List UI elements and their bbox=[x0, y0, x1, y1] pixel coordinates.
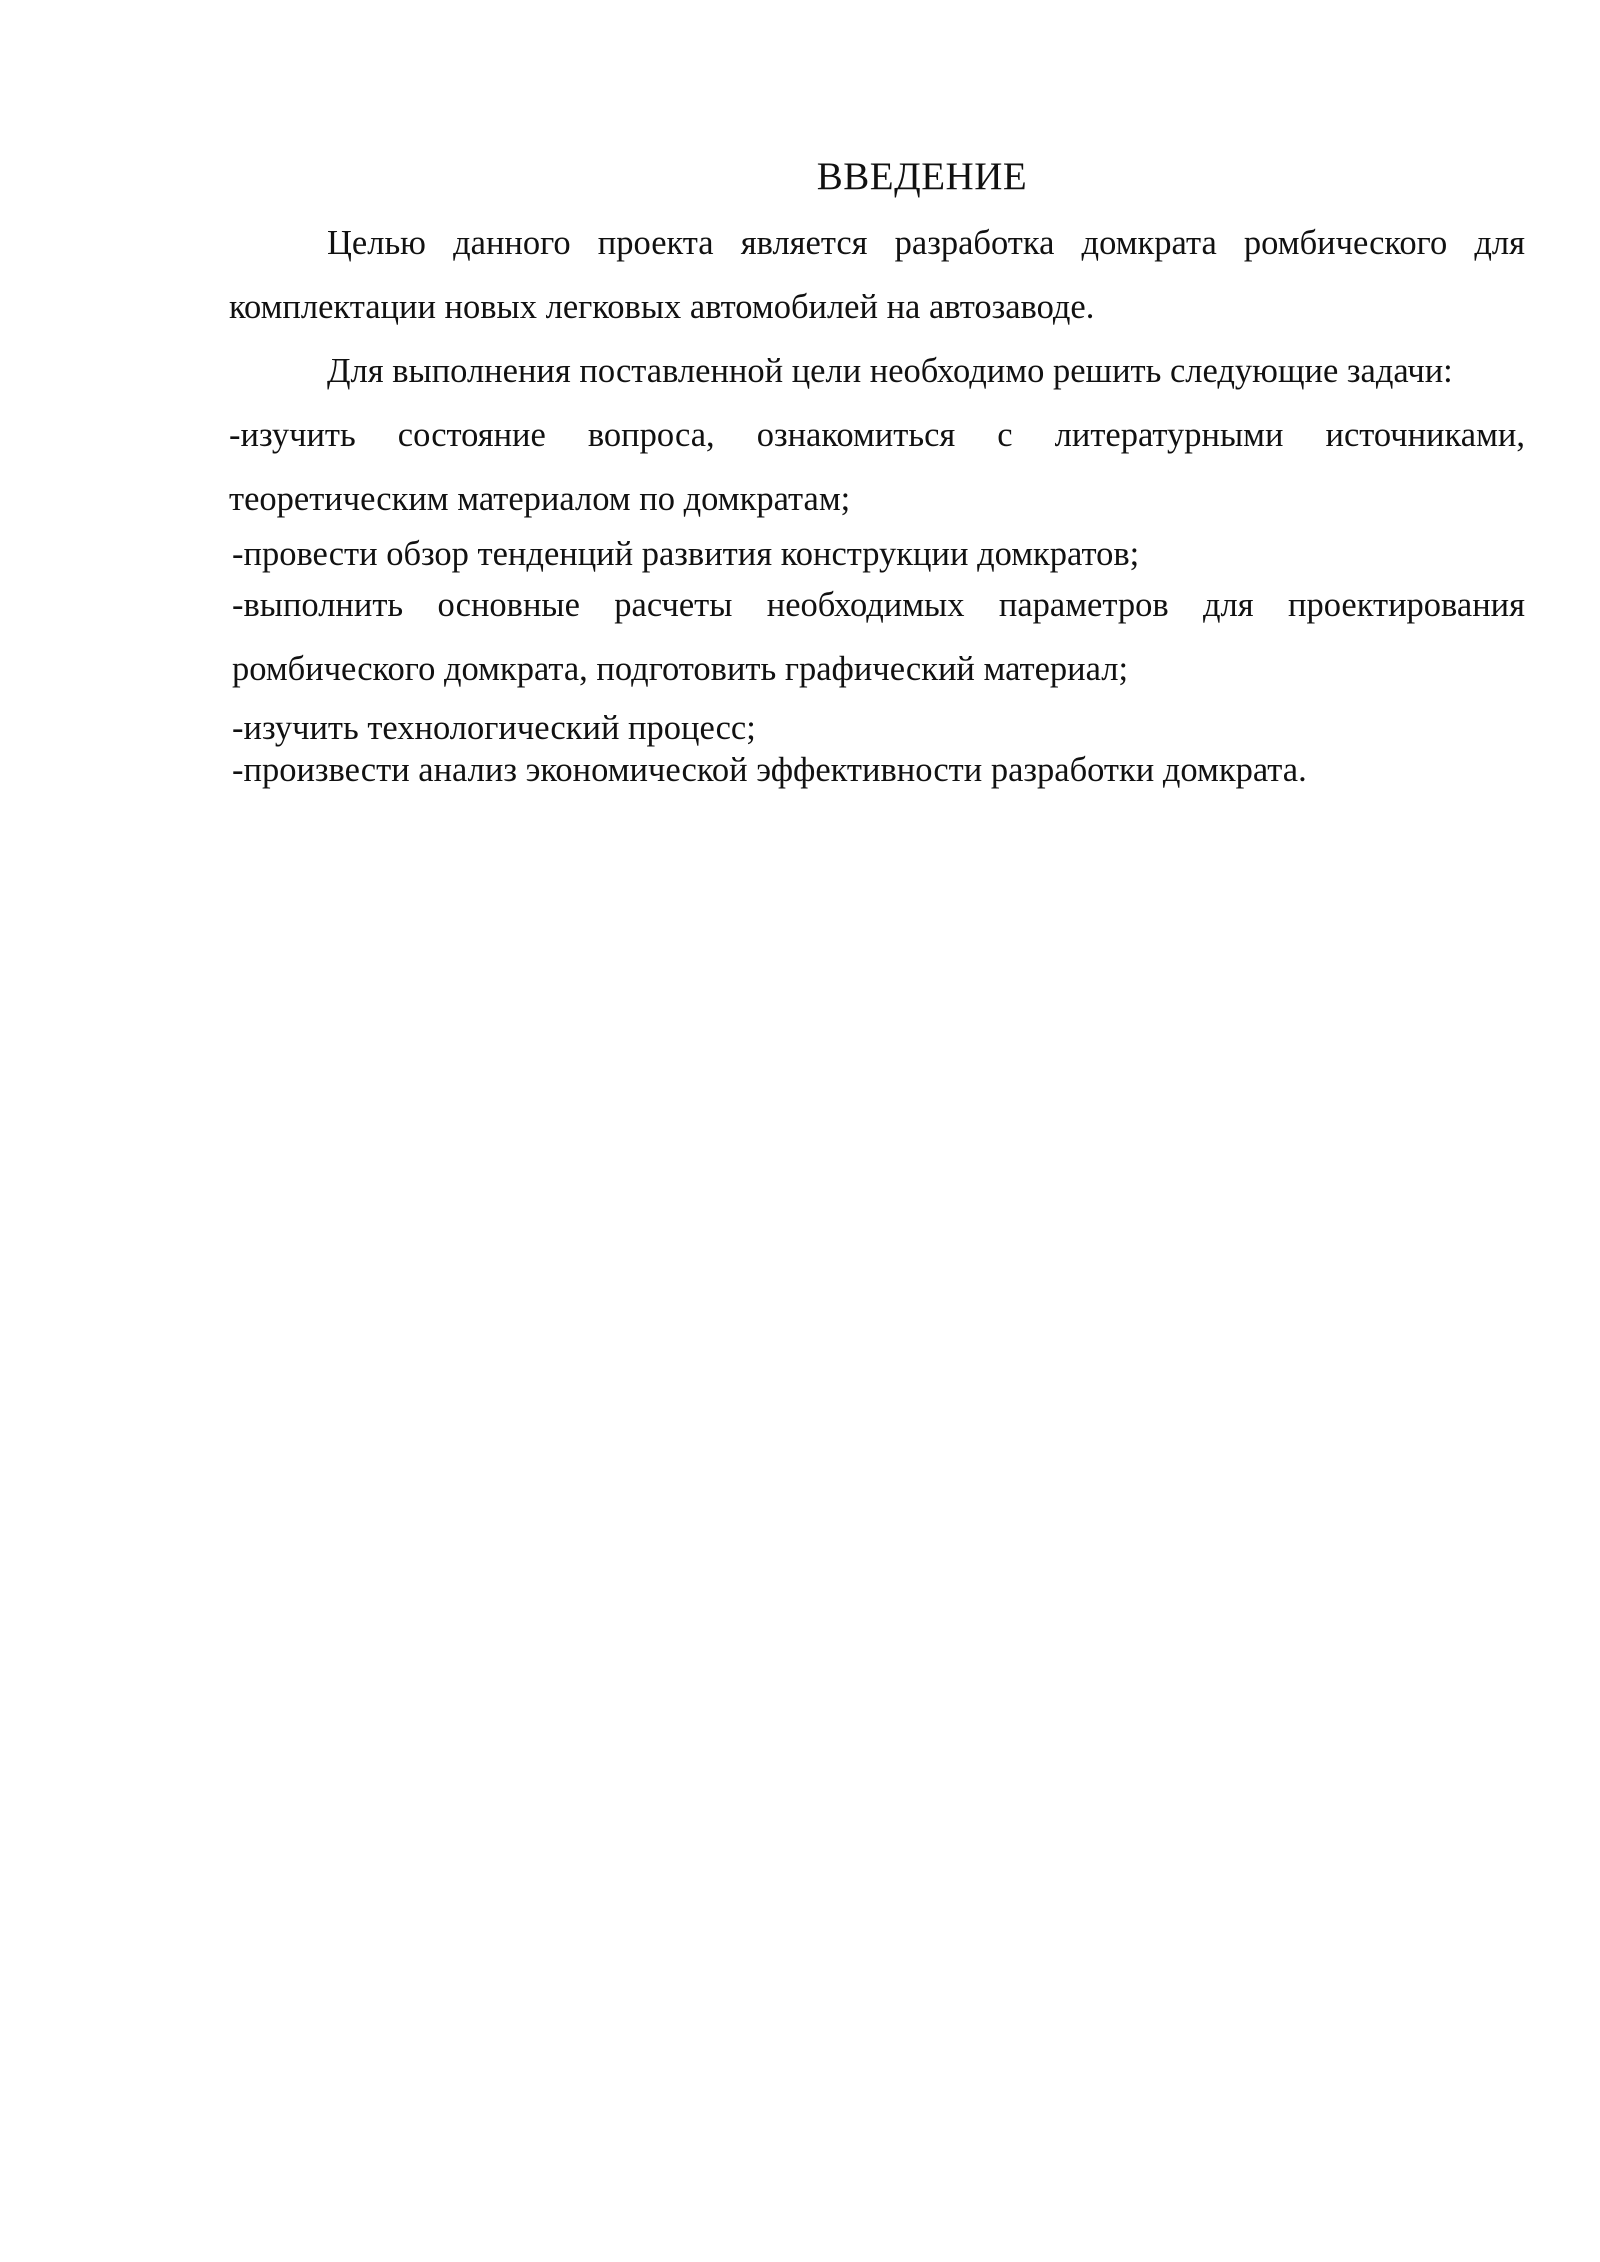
page-title: ВВЕДЕНИЕ bbox=[816, 155, 1028, 198]
paragraph-goal: Целью данного проекта является разработка домкрата ромбического для комплектации новых легковых автомобилей на автозаводе. bbox=[229, 224, 1525, 326]
paragraph-tasks-intro: Для выполнения поставленной цели необходимо решить следующие задачи: bbox=[327, 352, 1453, 390]
task-item: -изучить технологический процесс; bbox=[232, 709, 756, 747]
task-item: -провести обзор тенденций развития конструкции домкратов; bbox=[232, 535, 1140, 573]
task-item: -изучить состояние вопроса, ознакомиться с литературными источниками, теоретическим материалом по домкратам; bbox=[229, 416, 1525, 518]
task-item: -выполнить основные расчеты необходимых параметров для проектирования ромбического домкрата, подготовить графический материал; bbox=[232, 586, 1525, 688]
document-body bbox=[229, 147, 1525, 791]
task-item: -произвести анализ экономической эффективности разработки домкрата. bbox=[232, 751, 1307, 789]
